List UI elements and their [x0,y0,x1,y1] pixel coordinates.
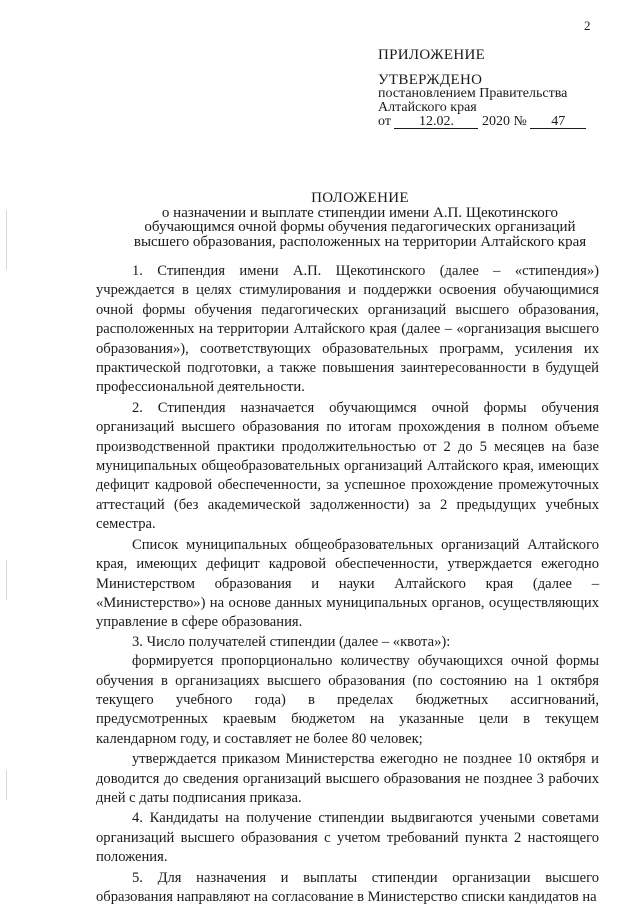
paragraph: утверждается приказом Министерства ежегодно не позднее 10 октября и доводится до сведения организаций высшего образования не позднее 3 рабочих дней с даты подписания приказа. [96,751,599,806]
appendix-label: ПРИЛОЖЕНИЕ [378,47,486,63]
date-prefix: от [378,114,391,129]
title-line-3: высшего образования, расположенных на территории Алтайского края [133,233,587,250]
scan-edge-mark [6,770,7,800]
decree-number: 47 [530,115,586,129]
title-main: ПОЛОЖЕНИЕ [311,190,409,206]
decree-line-1: постановлением Правительства [378,86,568,101]
approved-label: УТВЕРЖДЕНО [378,72,483,88]
title-line-1: о назначении и выплате стипендии имени А.П. Щекотинского [161,204,559,221]
title-line-2: обучающимся очной формы обучения педагогических организаций [144,219,576,235]
document-body [96,262,599,907]
paragraph: 1. Стипендия имени А.П. Щекотинского (далее – «стипендия») учреждается в целях стимулирования и поддержки освоения обучающимися очной формы обучения педагогических организаций высшего образования, расположенных на территории Алтайского края (далее – «организация высшего образования»), соответствующих образовательных программ, усиления их практической подготовки, а также повышения заинтересованности в будущей профессиональной деятельности. [96,263,599,396]
decree-year: 2020 № [481,114,527,129]
scan-edge-mark [6,210,7,270]
scan-edge-mark [6,560,7,600]
paragraph: 5. Для назначения и выплаты стипендии организации высшего образования направляют на согласование в Министерство списки кандидатов на [96,869,599,905]
approval-block [378,73,618,129]
paragraph: 4. Кандидаты на получение стипендии выдвигаются учеными советами организаций высшего образования с учетом требований пункта 2 настоящего положения. [96,810,599,866]
paragraph: 3. Число получателей стипендии (далее – «квота»): [132,633,451,650]
document-title [100,191,620,249]
paragraph: Список муниципальных общеобразовательных организаций Алтайского края, имеющих дефицит кадровой обеспеченности, утверждается ежегодно Министерством образования и науки Алтайского края (далее – «Министерство») на основе данных муниципальных органов, осуществляющих управление в сфере образования. [96,536,599,631]
decree-date-line [378,115,618,129]
paragraph: формируется пропорционально количеству обучающихся очной формы обучения в организациях высшего образования (по состоянию на 1 октября текущего учебного года) в пределах бюджетных ассигнований, предусмотренных краевым бюджетом на указанные цели в текущем календарном году, и составляет не более 80 человек; [96,653,599,747]
page-number: 2 [584,18,591,33]
decree-line-2: Алтайского края [378,100,477,115]
paragraph: 2. Стипендия назначается обучающимся очной формы обучения организаций высшего образования по итогам прохождения в полном объеме производственной практики продолжительностью от 2 до 5 месяцев на базе муниципальных общеобразовательных организаций Алтайского края, имеющих дефицит кадровой обеспеченности, за успешное прохождение промежуточных аттестаций (без академической задолженности) за 2 предыдущих учебных семестра. [96,399,599,533]
decree-date: 12.02. [394,115,478,129]
